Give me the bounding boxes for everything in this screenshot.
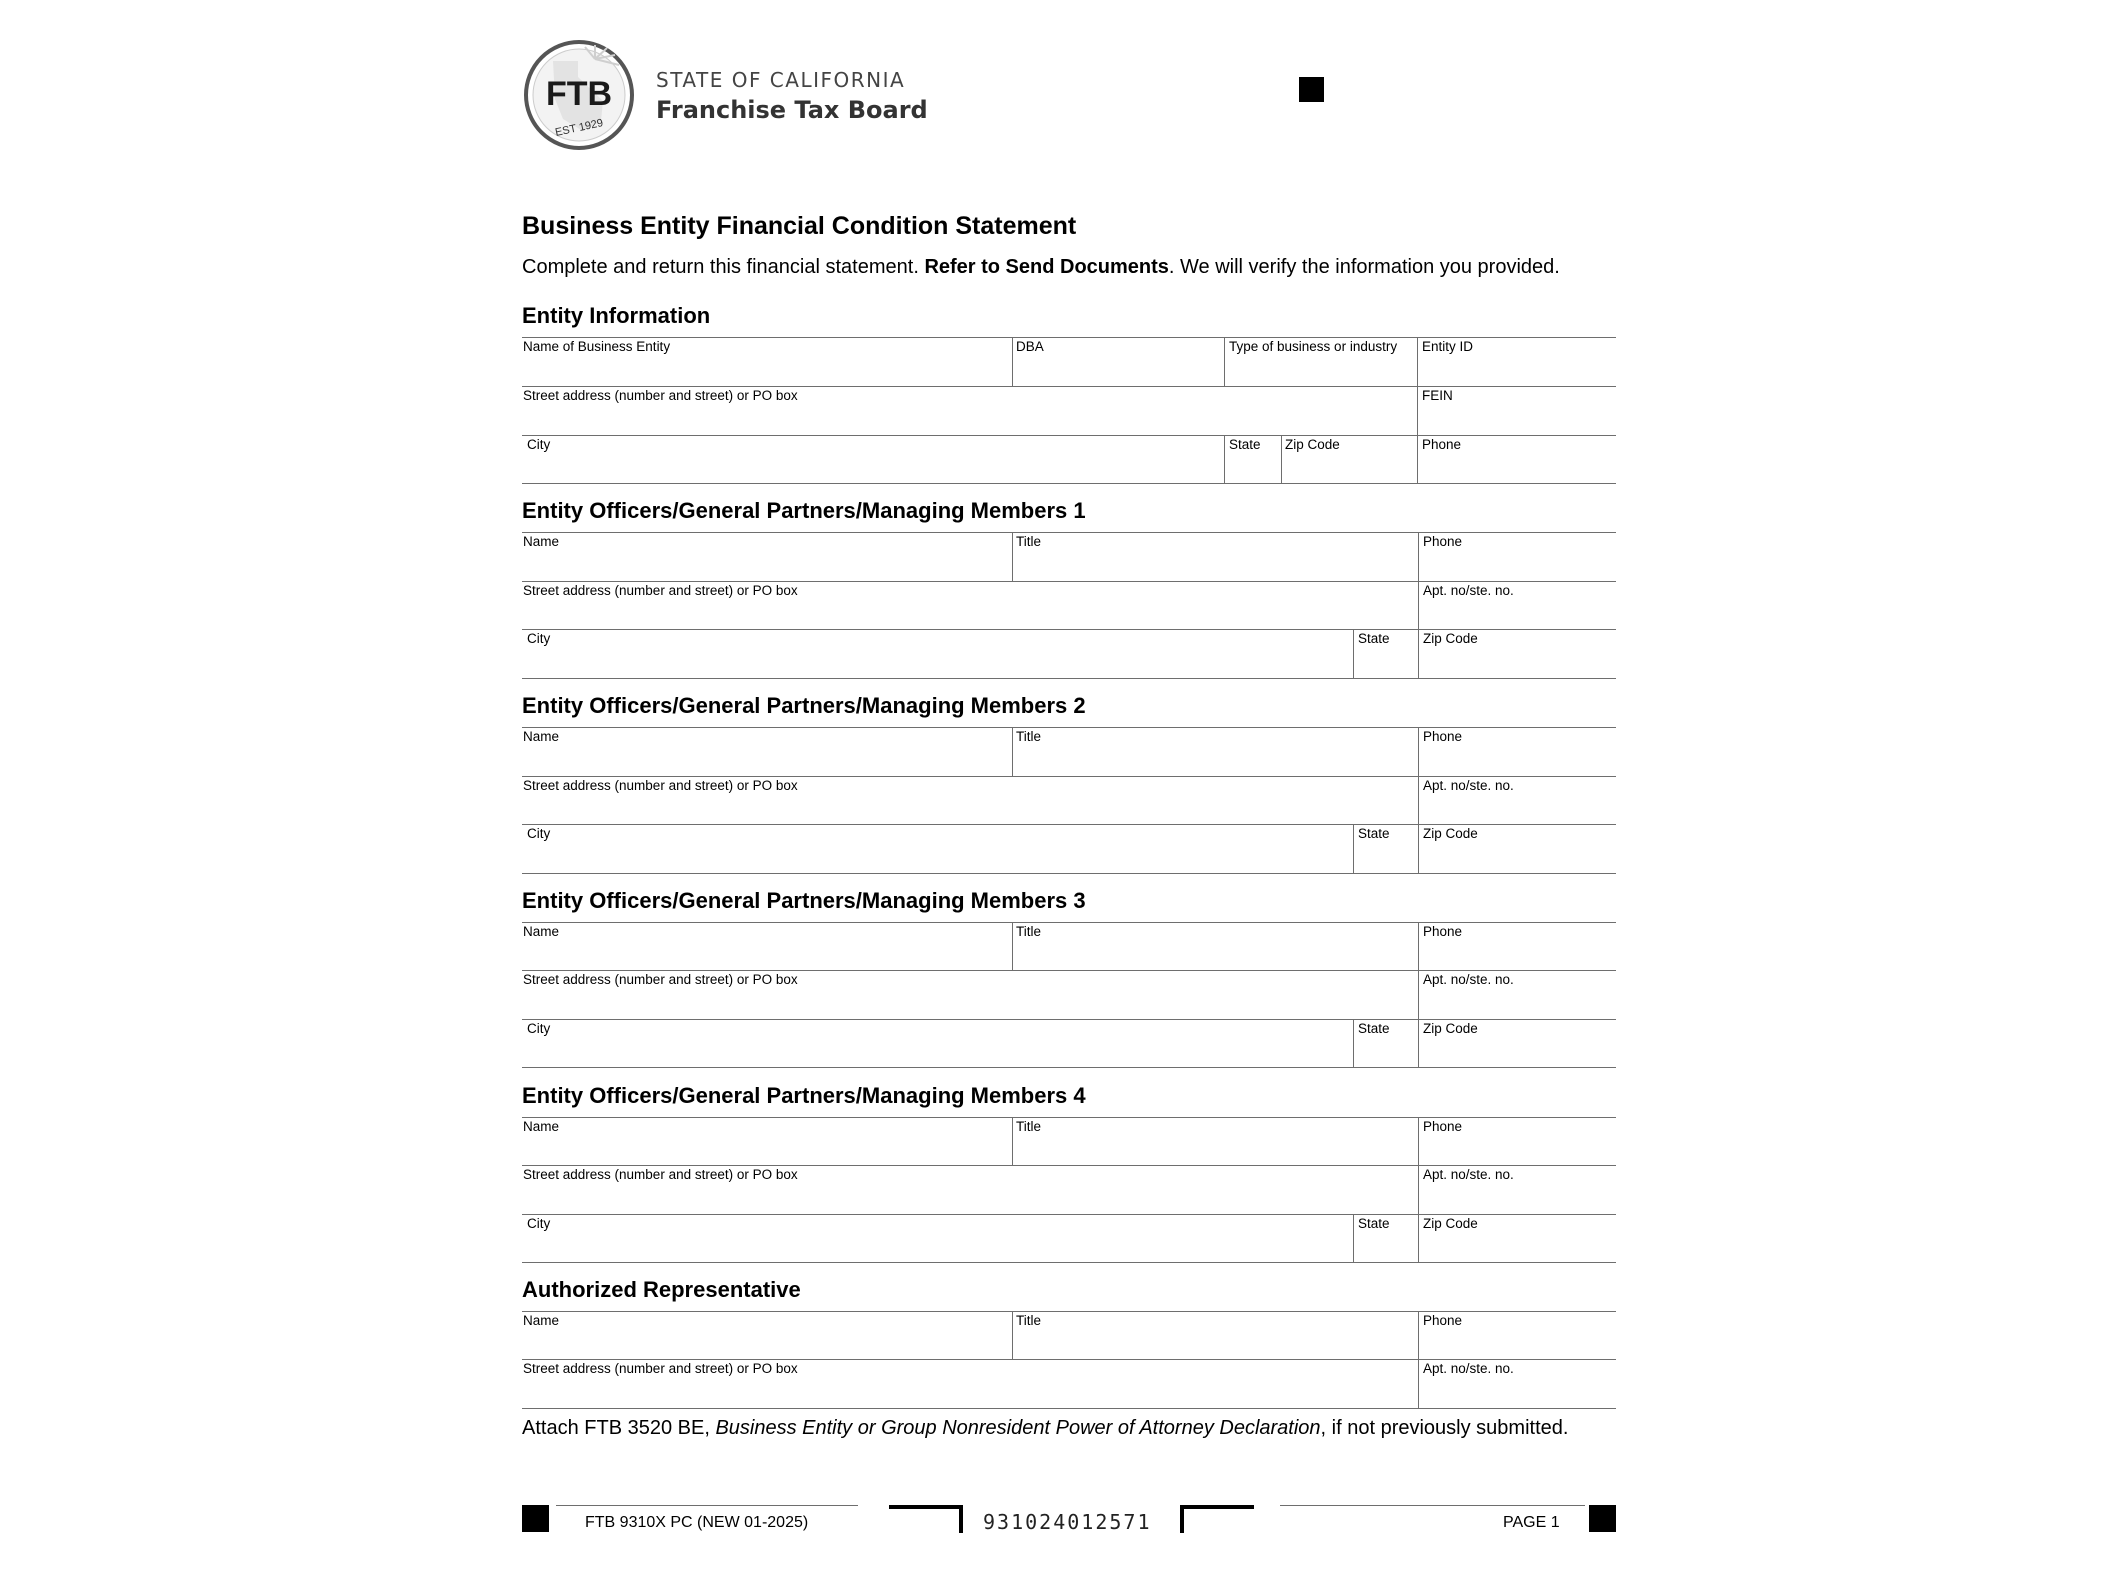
entity-dba-field[interactable]: DBA <box>1016 339 1044 354</box>
divider <box>522 435 1616 436</box>
divider <box>1353 824 1354 873</box>
divider <box>522 581 1616 582</box>
officer-2-apt-field[interactable]: Apt. no/ste. no. <box>1423 778 1514 793</box>
officer-4-name-field[interactable]: Name <box>523 1119 560 1134</box>
divider <box>522 727 1616 728</box>
divider <box>1281 435 1282 483</box>
form-title: Business Entity Financial Condition Statement <box>522 212 1077 240</box>
divider <box>1280 1505 1585 1506</box>
officer-1-state-field[interactable]: State <box>1358 631 1390 646</box>
barcode-bracket <box>1180 1505 1254 1533</box>
divider <box>1353 1019 1354 1067</box>
divider <box>522 873 1616 874</box>
officer-1-title-field[interactable]: Title <box>1016 534 1042 549</box>
entity-id-field[interactable]: Entity ID <box>1422 339 1474 354</box>
divider <box>522 386 1616 387</box>
divider <box>1012 922 1013 970</box>
registration-mark <box>1299 77 1324 102</box>
officer-2-zip-field[interactable]: Zip Code <box>1423 826 1478 841</box>
divider <box>522 629 1616 630</box>
attach-instruction: Attach FTB 3520 BE, Business Entity or Group Nonresident Power of Attorney Declaration, if not previously submitted. <box>522 1417 1569 1439</box>
divider <box>1012 532 1013 581</box>
officer-4-zip-field[interactable]: Zip Code <box>1423 1216 1478 1231</box>
divider <box>556 1505 858 1506</box>
divider <box>1012 1117 1013 1165</box>
representative-street-field[interactable]: Street address (number and street) or PO box <box>523 1361 798 1376</box>
officer-3-city-field[interactable]: City <box>527 1021 551 1036</box>
officer-1-name-field[interactable]: Name <box>523 534 560 549</box>
section-officer-3: Entity Officers/General Partners/Managing Members 3 <box>522 888 1086 913</box>
divider <box>522 1165 1616 1166</box>
officer-2-city-field[interactable]: City <box>527 826 551 841</box>
page-number: PAGE 1 <box>1503 1514 1560 1531</box>
divider <box>522 1359 1616 1360</box>
divider <box>1012 1311 1013 1359</box>
entity-zip-field[interactable]: Zip Code <box>1285 437 1340 452</box>
officer-2-title-field[interactable]: Title <box>1016 729 1042 744</box>
divider <box>522 824 1616 825</box>
officer-2-street-field[interactable]: Street address (number and street) or PO box <box>523 778 798 793</box>
ftb-seal-logo <box>523 39 635 151</box>
divider <box>522 776 1616 777</box>
officer-1-apt-field[interactable]: Apt. no/ste. no. <box>1423 583 1514 598</box>
registration-mark <box>1589 1505 1616 1532</box>
representative-apt-field[interactable]: Apt. no/ste. no. <box>1423 1361 1514 1376</box>
officer-2-name-field[interactable]: Name <box>523 729 560 744</box>
intro-text: Complete and return this financial statement. Refer to Send Documents. We will verify the information you provided. <box>522 256 1560 278</box>
officer-4-state-field[interactable]: State <box>1358 1216 1390 1231</box>
registration-mark <box>522 1505 549 1532</box>
entity-street-field[interactable]: Street address (number and street) or PO box <box>523 388 798 403</box>
entity-business-type-field[interactable]: Type of business or industry <box>1229 339 1398 354</box>
officer-1-phone-field[interactable]: Phone <box>1423 534 1463 549</box>
divider <box>1353 1214 1354 1262</box>
entity-fein-field[interactable]: FEIN <box>1422 388 1453 403</box>
entity-city-field[interactable]: City <box>527 437 551 452</box>
divider <box>1417 337 1418 483</box>
officer-1-street-field[interactable]: Street address (number and street) or PO box <box>523 583 798 598</box>
divider <box>1012 727 1013 776</box>
divider <box>522 1019 1616 1020</box>
logo-est: EST 1929 <box>554 117 605 139</box>
agency-title: Franchise Tax Board <box>656 96 928 124</box>
officer-3-zip-field[interactable]: Zip Code <box>1423 1021 1478 1036</box>
divider <box>522 970 1616 971</box>
agency-name <box>656 68 928 124</box>
form-code: FTB 9310X PC (NEW 01-2025) <box>585 1514 809 1531</box>
officer-3-state-field[interactable]: State <box>1358 1021 1390 1036</box>
section-officer-2: Entity Officers/General Partners/Managing Members 2 <box>522 693 1086 718</box>
officer-3-name-field[interactable]: Name <box>523 924 560 939</box>
section-authorized-representative: Authorized Representative <box>522 1277 801 1302</box>
representative-name-field[interactable]: Name <box>523 1313 560 1328</box>
officer-1-city-field[interactable]: City <box>527 631 551 646</box>
divider <box>1224 337 1225 386</box>
divider <box>1418 1311 1419 1408</box>
divider <box>522 1067 1616 1068</box>
divider <box>1418 922 1419 1067</box>
divider <box>522 337 1616 338</box>
officer-1-zip-field[interactable]: Zip Code <box>1423 631 1478 646</box>
divider <box>1418 532 1419 678</box>
divider <box>522 532 1616 533</box>
divider <box>1012 337 1013 386</box>
officer-3-apt-field[interactable]: Apt. no/ste. no. <box>1423 972 1514 987</box>
divider <box>522 1408 1616 1409</box>
entity-name-field[interactable]: Name of Business Entity <box>523 339 671 354</box>
divider <box>522 1262 1616 1263</box>
entity-state-field[interactable]: State <box>1229 437 1261 452</box>
logo-text: FTB <box>545 75 613 113</box>
officer-4-street-field[interactable]: Street address (number and street) or PO box <box>523 1167 798 1182</box>
representative-title-field[interactable]: Title <box>1016 1313 1042 1328</box>
divider <box>522 1214 1616 1215</box>
representative-phone-field[interactable]: Phone <box>1423 1313 1463 1328</box>
divider <box>522 1117 1616 1118</box>
barcode-bracket <box>889 1505 963 1533</box>
divider <box>522 1311 1616 1312</box>
divider <box>522 922 1616 923</box>
form-3520-title: Business Entity or Group Nonresident Power of Attorney Declaration <box>715 1417 1321 1439</box>
section-officer-1: Entity Officers/General Partners/Managing Members 1 <box>522 498 1086 523</box>
section-officer-4: Entity Officers/General Partners/Managing Members 4 <box>522 1083 1086 1108</box>
entity-phone-field[interactable]: Phone <box>1422 437 1462 452</box>
officer-4-apt-field[interactable]: Apt. no/ste. no. <box>1423 1167 1514 1182</box>
officer-4-city-field[interactable]: City <box>527 1216 551 1231</box>
officer-3-phone-field[interactable]: Phone <box>1423 924 1463 939</box>
officer-4-title-field[interactable]: Title <box>1016 1119 1042 1134</box>
divider <box>1224 435 1225 483</box>
divider <box>1418 727 1419 873</box>
divider <box>522 678 1616 679</box>
officer-2-phone-field[interactable]: Phone <box>1423 729 1463 744</box>
officer-3-street-field[interactable]: Street address (number and street) or PO box <box>523 972 798 987</box>
barcode-number: 931024012571 <box>983 1510 1152 1534</box>
officer-4-phone-field[interactable]: Phone <box>1423 1119 1463 1134</box>
divider <box>522 483 1616 484</box>
divider <box>1353 629 1354 678</box>
officer-2-state-field[interactable]: State <box>1358 826 1390 841</box>
officer-3-title-field[interactable]: Title <box>1016 924 1042 939</box>
state-name: STATE OF CALIFORNIA <box>656 68 906 92</box>
send-documents-ref: Refer to Send Documents <box>924 256 1169 278</box>
section-entity-information: Entity Information <box>522 303 711 328</box>
divider <box>1418 1117 1419 1262</box>
